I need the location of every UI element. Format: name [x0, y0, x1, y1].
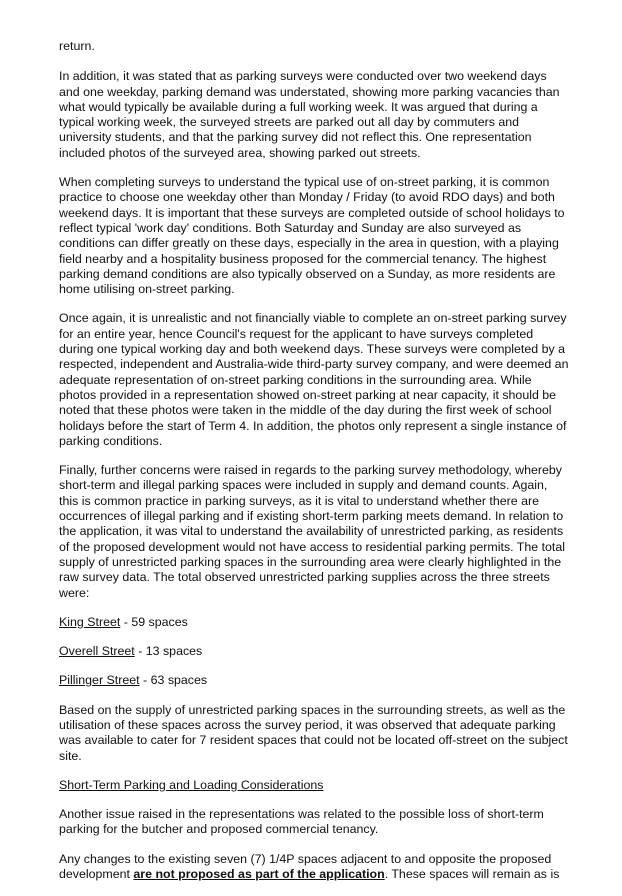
paragraph-changes: [59, 852, 569, 883]
street-item-pillinger: [59, 673, 569, 688]
street-name: King Street: [59, 614, 121, 629]
section-heading-text: Short-Term Parking and Loading Considerations: [59, 777, 324, 792]
street-spaces: - 63 spaces: [139, 673, 208, 688]
paragraph-weekend-surveys: In addition, it was stated that as parking surveys were conducted over two weekend days and one weekday, parking demand was understated, showing more parking vacancies than what would typically be available during a full working week. It was argued that during a typical working week, the surveyed streets are parked out all day by commuters and university students, and that the parking survey did not reflect this. One representation included photos of the surveyed area, showing parked out streets.: [59, 69, 560, 160]
street-spaces: - 13 spaces: [134, 644, 203, 659]
paragraph-methodology: Finally, further concerns were raised in regards to the parking survey methodology, whereby short-term and illegal parking spaces were included in supply and demand counts. Again, this is common practice in parking surveys, as it is vital to understand whether there are occurrences of illegal parking and if existing short-term parking meets demand. In relation to the application, it was vital to understand the availability of unrestricted parking, as residents of the proposed development would not have access to residential parking permits. The total supply of unrestricted parking spaces in the surrounding area were clearly highlighted in the raw survey data. The total observed unrestricted parking supplies across the three streets were:: [59, 463, 566, 600]
paragraph-unrealistic: Once again, it is unrealistic and not financially viable to complete an on-street parking survey for an entire year, hence Council's request for the applicant to have surveys completed during one typical working day and both weekend days. These surveys were completed by a respected, independent and Australia-wide third-party survey company, and were deemed an adequate representation of on-street parking conditions in the surrounding area. While photos provided in a representation showed on-street parking at near capacity, it should be noted that these photos were taken in the middle of the day during the first week of school holidays before the start of Term 4. In addition, the photos only represent a single instance of parking conditions.: [59, 311, 569, 448]
changes-emphasis: are not proposed as part of the application: [133, 867, 385, 882]
section-heading-short-term: [59, 778, 569, 793]
paragraph-typical-use: When completing surveys to understand the typical use of on-street parking, it is common practice to choose one weekday other than Monday / Friday (to avoid RDO days) and both weekend days. It is important that these surveys are completed outside of school holidays to reflect typical 'work day' conditions. Both Saturday and Sunday are also surveyed as conditions can differ greatly on these days, especially in the area in question, with a playing field nearby and a hospitality business proposed for the commercial tenancy. The highest parking demand conditions are also typically observed on a Sunday, as more residents are home utilising on-street parking.: [59, 175, 565, 297]
paragraph-return: return.: [59, 39, 95, 53]
street-spaces: - 59 spaces: [120, 614, 188, 629]
document-page: [59, 39, 569, 896]
paragraph-based-on-supply: Based on the supply of unrestricted parking spaces in the surrounding streets, as well as the utilisation of these spaces across the survey period, it was observed that adequate parking was available to cater for 7 resident spaces that could not be located off-street on the subject site.: [59, 702, 568, 763]
paragraph-butcher: Another issue raised in the representations was related to the possible loss of short-term parking for the butcher and proposed commercial tenancy.: [59, 807, 544, 837]
changes-text-start: Any changes to the existing seven (7) 1/4P spaces adjacent to and opposite the proposed development: [59, 851, 552, 882]
street-item-overell: [59, 644, 569, 659]
changes-text-end: . These spaces will remain as is: [384, 867, 560, 882]
street-item-king: [59, 615, 569, 630]
street-name: Overell Street: [59, 644, 135, 659]
street-name: Pillinger Street: [59, 673, 140, 688]
